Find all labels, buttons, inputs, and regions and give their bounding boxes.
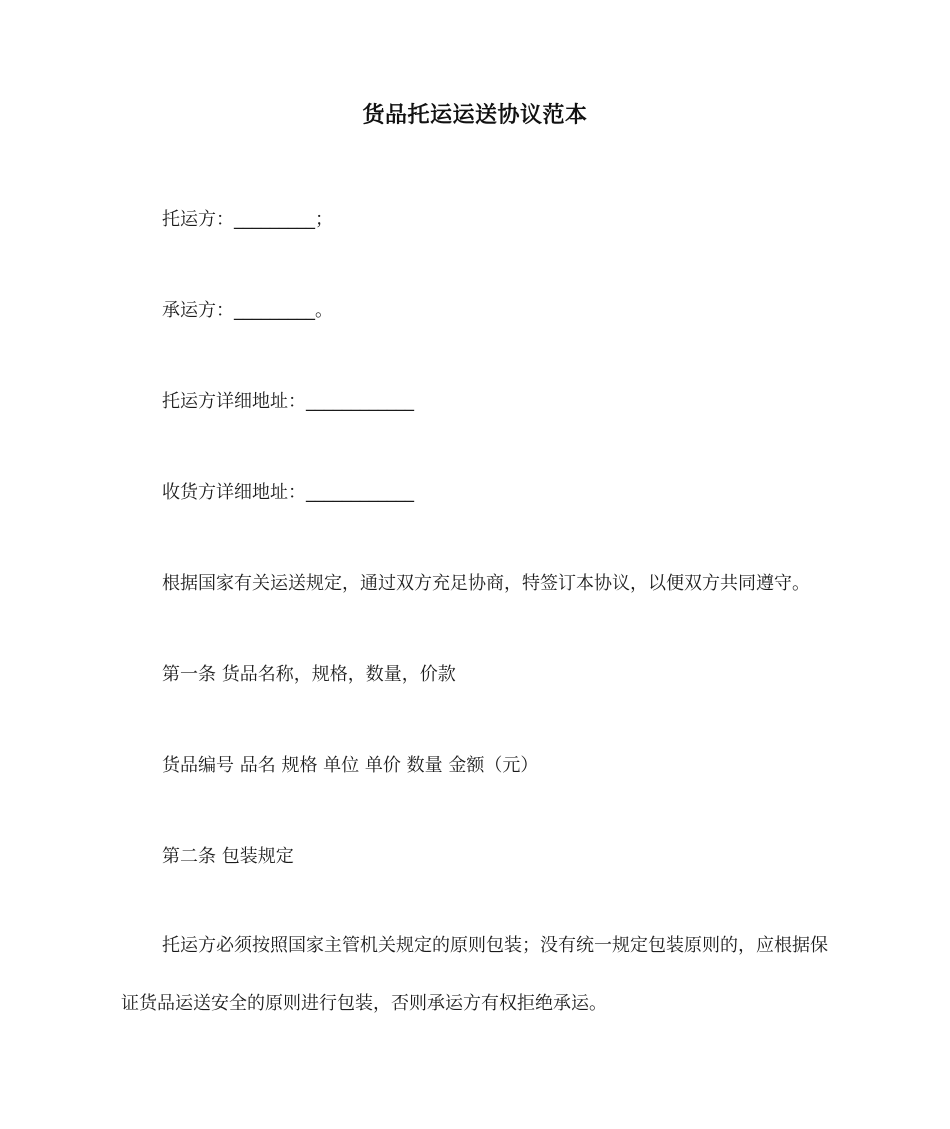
shipper-field: 托运方：_________； <box>162 209 333 230</box>
shipper-address-field: 托运方详细地址：____________ <box>162 391 414 412</box>
article-1-table-header: 货品编号 品名 规格 单位 单价 数量 金额（元） <box>162 755 539 776</box>
preamble-paragraph: 根据国家有关运送规定，通过双方充足协商，特签订本协议，以便双方共同遵守。 <box>162 573 810 594</box>
article-2-heading: 第二条 包装规定 <box>162 846 294 867</box>
article-1-heading: 第一条 货品名称，规格，数量，价款 <box>162 664 456 685</box>
carrier-field: 承运方：_________。 <box>162 300 333 321</box>
consignee-address-field: 收货方详细地址：____________ <box>162 482 414 503</box>
document-title: 货品托运运送协议范本 <box>362 103 588 128</box>
article-2-body: 托运方必须按照国家主管机关规定的原则包装；没有统一规定包装原则的，应根据保证货品运送安全的原则进行包装，否则承运方有权拒绝承运。 <box>121 935 828 1014</box>
